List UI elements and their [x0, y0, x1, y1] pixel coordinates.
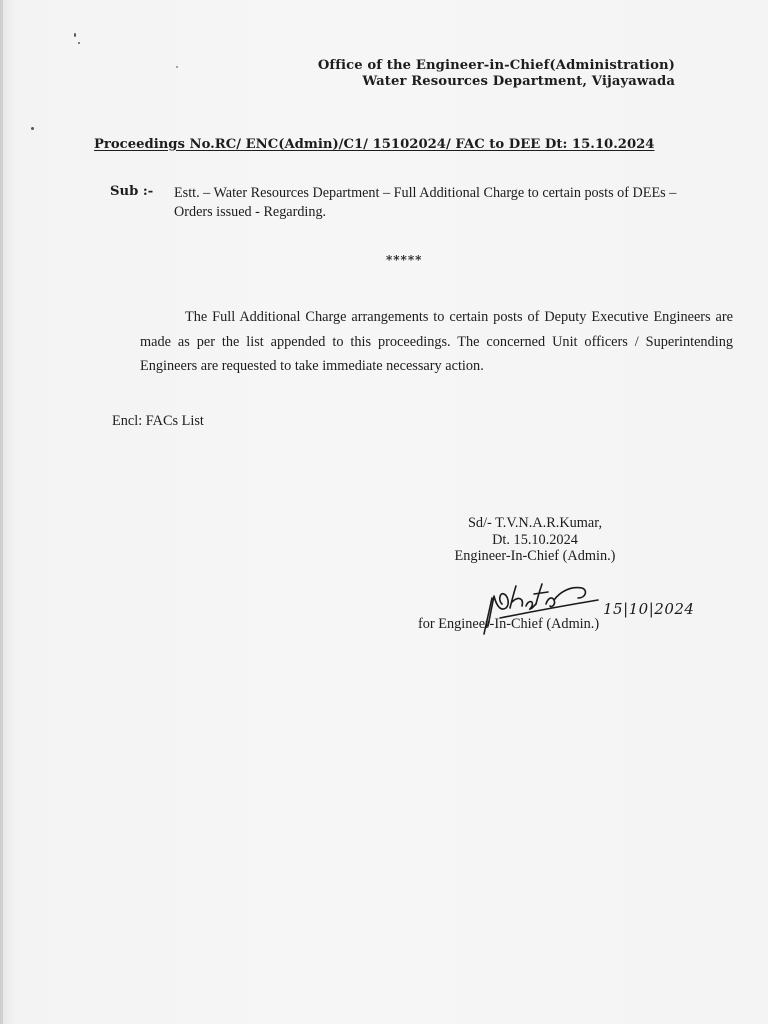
- scan-speck: [31, 127, 34, 130]
- signatory-block: [430, 515, 640, 565]
- subject-label: Sub :-: [110, 184, 154, 199]
- proceedings-number: Proceedings No.RC/ ENC(Admin)/C1/ 15102024/ FAC to DEE Dt: 15.10.2024: [94, 137, 655, 152]
- scan-speck: [176, 66, 178, 68]
- signatory-date: Dt. 15.10.2024: [492, 531, 578, 548]
- office-title: Office of the Engineer-in-Chief(Administration): [317, 58, 675, 73]
- section-separator: *****: [386, 253, 423, 267]
- enclosure-note: Encl: FACs List: [112, 413, 204, 429]
- svg-text:15|10|2024: 15|10|2024: [603, 600, 695, 618]
- signatory-name: Sd/- T.V.N.A.R.Kumar,: [467, 515, 603, 531]
- subject-text: Estt. – Water Resources Department – Full Additional Charge to certain posts of DEEs – Orders issued - Regarding.: [174, 185, 677, 220]
- signatory-designation: Engineer-In-Chief (Admin.): [454, 548, 616, 564]
- scan-speck: [78, 42, 80, 44]
- office-header: [318, 58, 675, 90]
- scan-speck: [74, 33, 76, 37]
- for-designation: for Engineer-In-Chief (Admin.): [418, 616, 600, 632]
- scan-edge-shadow: [0, 0, 3, 1024]
- department-name: Water Resources Department, Vijayawada: [362, 74, 675, 89]
- body-paragraph: The Full Additional Charge arrangements to certain posts of Deputy Executive Engineers are made as per the list appended to this proceedings. The concerned Unit officers / Superintending Engineers are requested to take immediate necessary action.: [140, 309, 733, 374]
- handwritten-signature: [470, 578, 700, 640]
